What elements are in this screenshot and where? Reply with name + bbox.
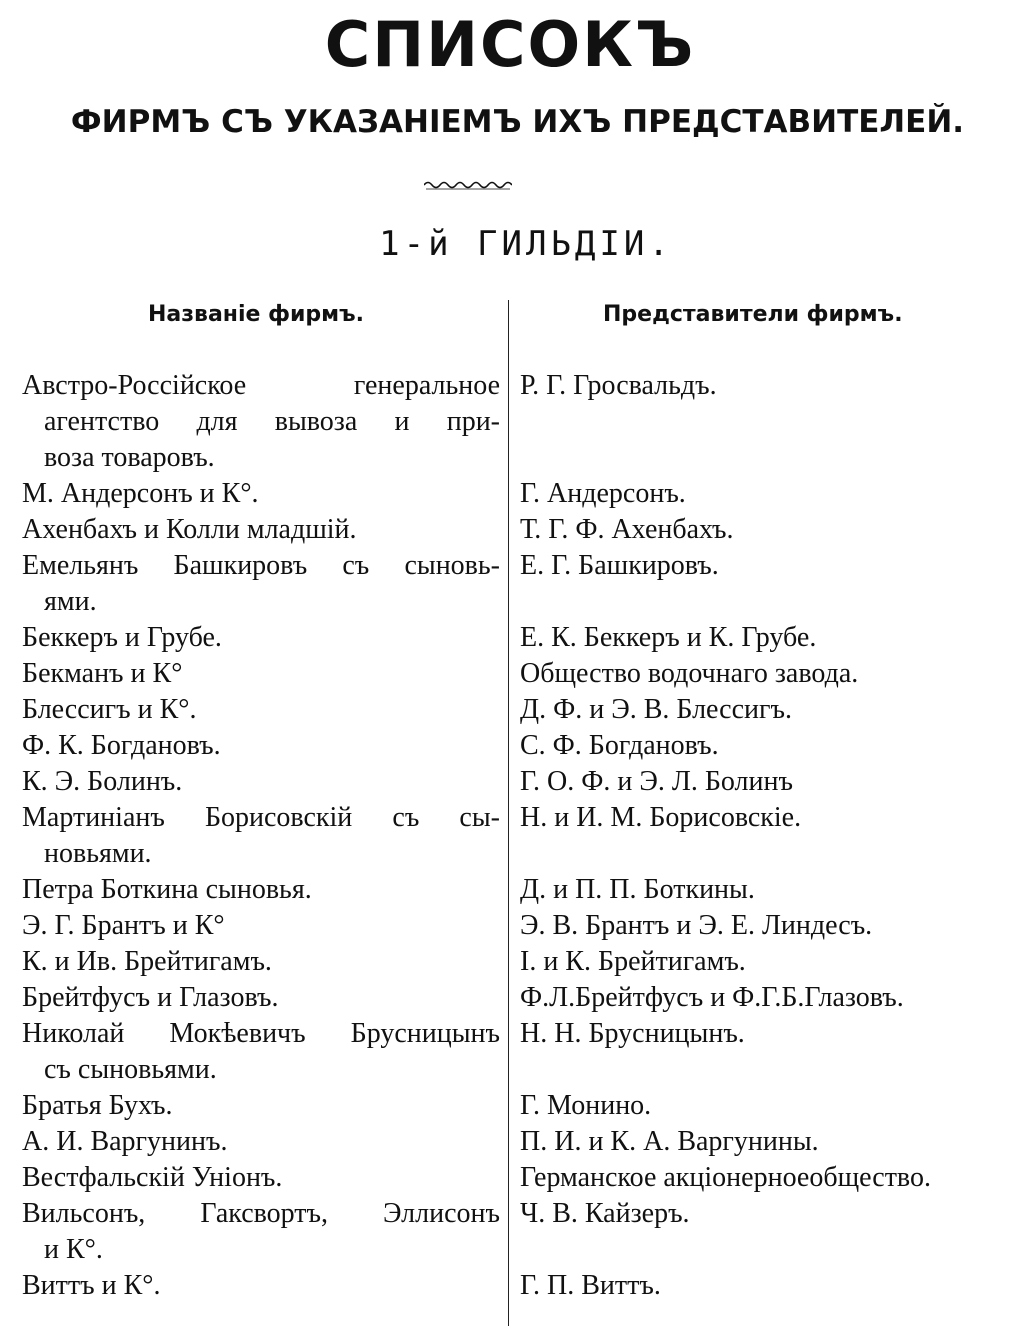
firm-name <box>22 1088 500 1124</box>
list-item <box>0 512 1020 548</box>
firm-name-line: М. Андерсонъ и К°. <box>22 478 259 509</box>
firm-name-line: Брейтфусъ и Глазовъ. <box>22 982 279 1013</box>
firm-name <box>22 512 500 548</box>
firm-name-line: Ф. К. Богдановъ. <box>22 730 221 761</box>
firm-name <box>22 1124 500 1160</box>
representative-name: Г. Монино. <box>520 1090 652 1121</box>
list-item <box>0 944 1020 980</box>
representative-name: Г. О. Ф. и Э. Л. Болинъ <box>520 766 793 797</box>
representative-name: Н. Н. Брусницынъ. <box>520 1018 745 1049</box>
guild-heading: 1-й ГИЛЬДІИ. <box>379 224 673 264</box>
firm-name <box>22 980 500 1016</box>
firm-name-line: Братья Бухъ. <box>22 1090 173 1121</box>
firm-name <box>22 1016 500 1088</box>
list-item <box>0 548 1020 620</box>
representative-name: Н. и И. М. Борисовскіе. <box>520 802 802 833</box>
firm-name-line: новьями. <box>44 838 152 869</box>
list-item <box>0 1196 1020 1268</box>
representative-name: Германское акціонерноеобщество. <box>520 1162 931 1193</box>
firm-name-line: К. Э. Болинъ. <box>22 766 183 797</box>
representative-name: І. и К. Брейтигамъ. <box>520 946 746 977</box>
representative-name: Г. П. Виттъ. <box>520 1270 661 1301</box>
firm-name-line: воза товаровъ. <box>44 442 215 473</box>
firm-name <box>22 944 500 980</box>
representative-name: Д. Ф. и Э. В. Блессигъ. <box>520 694 792 725</box>
firm-list <box>0 368 1020 1304</box>
list-item <box>0 1124 1020 1160</box>
list-item <box>0 620 1020 656</box>
representative-name: Д. и П. П. Боткины. <box>520 874 755 905</box>
firm-name-line: агентство для вывоза и при- <box>44 406 500 437</box>
firm-name <box>22 1268 500 1304</box>
firm-name-line: А. И. Варгунинъ. <box>22 1126 228 1157</box>
firm-name-line: Николай Мокѣевичъ Брусницынъ <box>22 1018 500 1049</box>
list-item <box>0 728 1020 764</box>
firm-name <box>22 908 500 944</box>
list-item <box>0 368 1020 476</box>
list-item <box>0 1016 1020 1088</box>
firm-name <box>22 800 500 872</box>
firm-name <box>22 1160 500 1196</box>
list-item <box>0 800 1020 872</box>
list-item <box>0 1160 1020 1196</box>
firm-name <box>22 476 500 512</box>
list-item <box>0 1088 1020 1124</box>
firm-name-line: Емельянъ Башкировъ съ сыновь- <box>22 550 500 581</box>
representative-name: Р. Г. Гросвальдъ. <box>520 370 717 401</box>
representative-name: Т. Г. Ф. Ахенбахъ. <box>520 514 734 545</box>
representative-name: Г. Андерсонъ. <box>520 478 686 509</box>
firm-name <box>22 548 500 620</box>
firm-name-line: Э. Г. Брантъ и К° <box>22 910 225 941</box>
representative-name: Э. В. Брантъ и Э. Е. Линдесъ. <box>520 910 873 941</box>
firm-name-line: Блессигъ и К°. <box>22 694 197 725</box>
firm-name <box>22 764 500 800</box>
page-subtitle: ФИРМЪ СЪ УКАЗАНІЕМЪ ИХЪ ПРЕДСТАВИТЕЛЕЙ. <box>70 104 965 140</box>
list-item <box>0 872 1020 908</box>
firm-name-line: и К°. <box>44 1234 103 1265</box>
page-title: СПИСОКЪ <box>324 8 696 81</box>
column-header-firms: Названіе фирмъ. <box>148 302 364 327</box>
firm-name-line: Петра Боткина сыновья. <box>22 874 312 905</box>
representative-name: Ч. В. Кайзеръ. <box>520 1198 690 1229</box>
firm-name-line: К. и Ив. Брейтигамъ. <box>22 946 272 977</box>
representative-name: С. Ф. Богдановъ. <box>520 730 719 761</box>
firm-name-line: Ахенбахъ и Колли младшій. <box>22 514 357 545</box>
representative-name: Е. Г. Башкировъ. <box>520 550 719 581</box>
firm-name <box>22 1196 500 1268</box>
firm-name <box>22 620 500 656</box>
list-item <box>0 656 1020 692</box>
firm-name-line: Бекманъ и К° <box>22 658 183 689</box>
wavy-rule-ornament <box>424 178 512 192</box>
firm-name-line: Виттъ и К°. <box>22 1270 161 1301</box>
firm-name-line: съ сыновьями. <box>44 1054 217 1085</box>
list-item <box>0 980 1020 1016</box>
firm-name-line: Мартиніанъ Борисовскій съ сы- <box>22 802 500 833</box>
list-item <box>0 908 1020 944</box>
firm-name-line: Австро-Россійское генеральное <box>22 370 500 401</box>
firm-name-line: Вестфальскій Уніонъ. <box>22 1162 283 1193</box>
firm-name-line: ями. <box>44 586 97 617</box>
firm-name-line: Беккеръ и Грубе. <box>22 622 222 653</box>
firm-name-line: Вильсонъ, Гаксвортъ, Эллисонъ <box>22 1198 500 1229</box>
representative-name: Ф.Л.Брейтфусъ и Ф.Г.Б.Глазовъ. <box>520 982 904 1013</box>
representative-name: П. И. и К. А. Варгунины. <box>520 1126 819 1157</box>
firm-name <box>22 728 500 764</box>
firm-name <box>22 656 500 692</box>
firm-name <box>22 692 500 728</box>
column-header-representatives: Представители фирмъ. <box>603 302 903 327</box>
firm-name <box>22 368 500 476</box>
firm-name <box>22 872 500 908</box>
representative-name: Е. К. Беккеръ и К. Грубе. <box>520 622 817 653</box>
list-item <box>0 764 1020 800</box>
list-item <box>0 476 1020 512</box>
list-item <box>0 1268 1020 1304</box>
representative-name: Общество водочнаго завода. <box>520 658 859 689</box>
list-item <box>0 692 1020 728</box>
